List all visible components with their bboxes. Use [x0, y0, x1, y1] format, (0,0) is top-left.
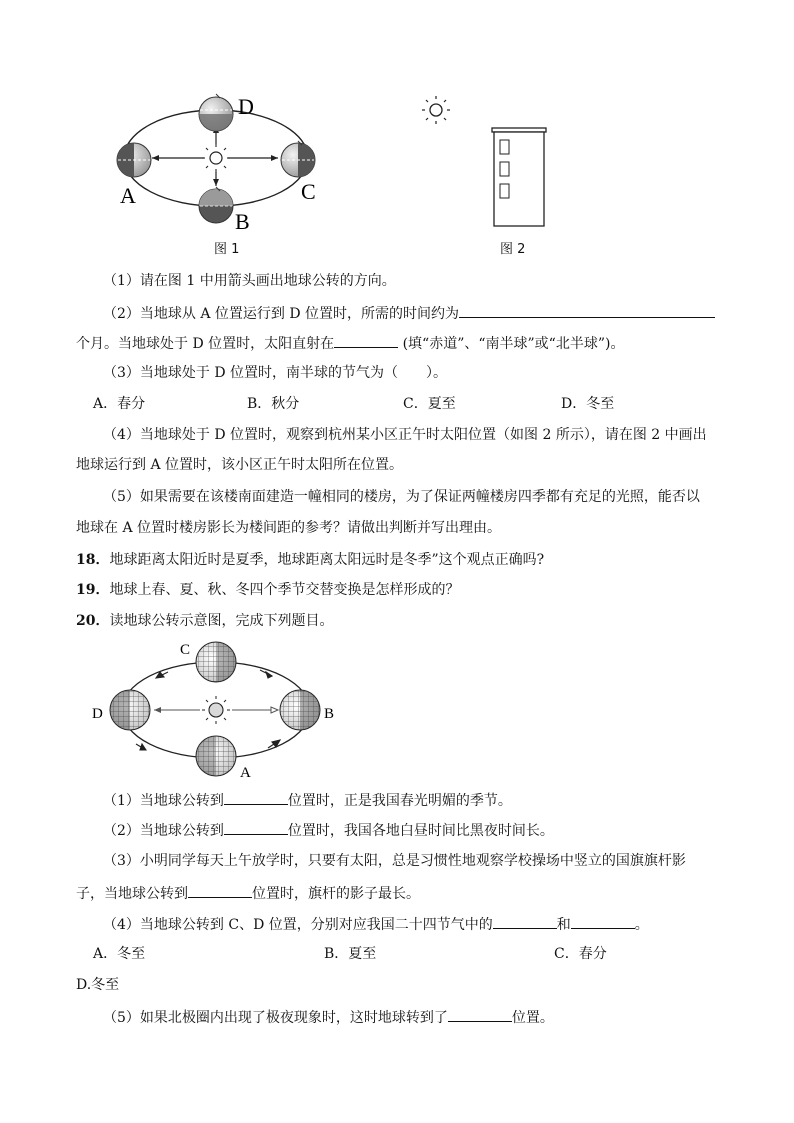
sun-icon	[202, 696, 230, 724]
q20: 20．读地球公转示意图，完成下列题目。	[76, 613, 334, 629]
q17-part2-line2: 个月。当地球处于 D 位置时，太阳直射在 (填“赤道”、“南半球”或“北半球”)。	[76, 332, 624, 354]
fig3-label-c: C	[180, 642, 191, 658]
answer-blank[interactable]	[188, 882, 252, 898]
globe-c-icon	[196, 642, 236, 682]
q17-part4-line2: 地球运行到 A 位置时，该小区正午时太阳所在位置。	[76, 457, 404, 473]
q17-part4-line1: （4）当地球处于 D 位置时，观察到杭州某小区正午时太阳位置（如图 2 所示），请在图 2 中画出	[103, 427, 707, 443]
globe-b-icon	[280, 690, 320, 730]
sun-icon	[422, 96, 450, 124]
earth-d-icon	[199, 94, 233, 131]
q17-part5-line2: 地球在 A 位置时楼房影长为楼间距的参考？请做出判断并写出理由。	[76, 520, 502, 536]
q17-option-a[interactable]: A．春分	[93, 396, 146, 412]
figure-q20-orbit-diagram	[88, 636, 348, 782]
q20-option-b[interactable]: B．夏至	[324, 946, 377, 962]
fig3-label-a: A	[240, 765, 251, 781]
figure-1-orbit-diagram	[108, 86, 348, 256]
earth-c-icon	[281, 141, 315, 177]
q17-part5-line1: （5）如果需要在该楼南面建造一幢相同的楼房，为了保证两幢楼房四季都有充足的光照，能否以	[103, 489, 700, 505]
answer-blank[interactable]	[459, 302, 715, 318]
q20-part3-line1: （3）小明同学每天上午放学时，只要有太阳，总是习惯性地观察学校操场中竖立的国旗旗杆影	[103, 853, 686, 869]
fig3-label-d: D	[92, 706, 103, 722]
sun-icon	[202, 144, 230, 172]
answer-blank[interactable]	[224, 819, 288, 835]
earth-a-icon	[117, 143, 151, 177]
fig1-label-b: B	[235, 209, 250, 234]
earth-b-icon	[199, 187, 233, 223]
q20-option-a[interactable]: A．冬至	[93, 946, 146, 962]
answer-blank[interactable]	[224, 789, 288, 805]
q17-part2-line1: （2）当地球从 A 位置运行到 D 位置时，所需的时间约为	[103, 302, 715, 324]
fig3-label-b: B	[324, 706, 335, 722]
globe-a-icon	[196, 736, 236, 776]
figure-2-caption: 图 2	[500, 242, 526, 257]
figure-2-building-diagram	[420, 92, 560, 232]
q20-part5: （5）如果北极圈内出现了极夜现象时，这时地球转到了 位置。	[103, 1006, 554, 1028]
globe-d-icon	[110, 690, 150, 730]
q19: 19．地球上春、夏、秋、冬四个季节交替变换是怎样形成的？	[76, 582, 460, 598]
q20-part1: （1）当地球公转到 位置时，正是我国春光明媚的季节。	[103, 789, 512, 811]
q17-option-b[interactable]: B．秋分	[247, 396, 300, 412]
q20-part3-line2: 子，当地球公转到 位置时，旗杆的影子最长。	[76, 882, 420, 904]
q20-part4: （4）当地球公转到 C、D 位置，分别对应我国二十四节气中的 和 。	[103, 913, 649, 935]
q17-option-c[interactable]: C．夏至	[403, 396, 456, 412]
answer-blank[interactable]	[334, 332, 398, 348]
building-icon	[492, 128, 546, 226]
answer-blank[interactable]	[571, 913, 635, 929]
q17-part1: （1）请在图 1 中用箭头画出地球公转的方向。	[103, 273, 396, 289]
answer-blank[interactable]	[448, 1006, 512, 1022]
q20-option-d[interactable]: D.冬至	[76, 977, 120, 993]
q17-option-d[interactable]: D．冬至	[561, 396, 615, 412]
q18: 18．地球距离太阳近时是夏季，地球距离太阳远时是冬季”这个观点正确吗?	[76, 552, 545, 568]
figure-1-caption: 图 1	[214, 242, 240, 257]
fig1-label-d: D	[238, 94, 254, 119]
fig1-label-c: C	[301, 179, 316, 204]
q20-option-c[interactable]: C．春分	[554, 946, 607, 962]
q20-part2: （2）当地球公转到 位置时，我国各地白昼时间比黑夜时间长。	[103, 819, 554, 841]
q17-part3: （3）当地球处于 D 位置时，南半球的节气为（ ）。	[103, 365, 448, 381]
answer-blank[interactable]	[493, 913, 557, 929]
fig1-label-a: A	[120, 183, 136, 208]
